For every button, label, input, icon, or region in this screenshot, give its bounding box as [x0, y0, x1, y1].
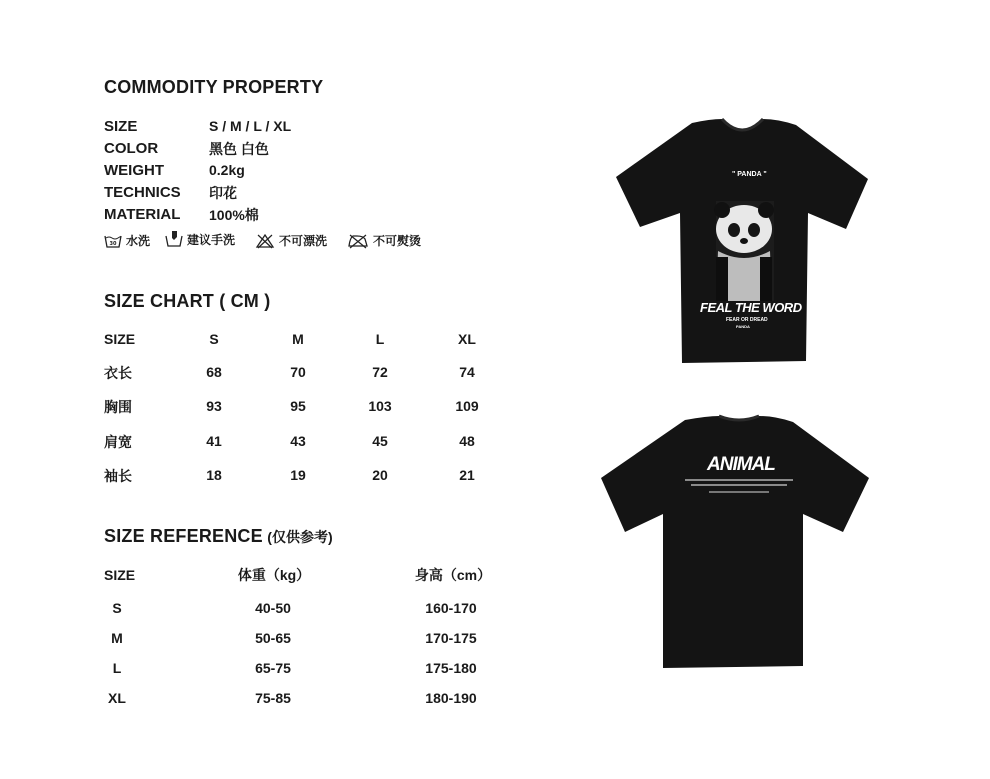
wash-tub-icon [104, 233, 122, 249]
care-label-hand-wash: 建议手洗 [187, 232, 236, 247]
size-ref-cell: 50-65 [255, 630, 291, 646]
front-tshirt-shape [610, 117, 875, 367]
size-chart-cell: 68 [206, 364, 222, 380]
size-ref-cell: XL [108, 690, 126, 706]
size-ref-cell: 175-180 [425, 660, 477, 676]
size-chart-header-s: S [209, 331, 219, 347]
prop-label-color: COLOR [104, 140, 159, 157]
size-ref-cell: 180-190 [425, 690, 477, 706]
size-chart-header-size: SIZE [104, 331, 136, 347]
size-chart-cell: 18 [206, 467, 222, 483]
size-chart-cell: 45 [372, 433, 388, 449]
size-ref-cell: L [112, 660, 122, 676]
size-ref-cell: S [112, 600, 122, 616]
commodity-title: COMMODITY PROPERTY [104, 77, 324, 97]
prop-value-weight: 0.2kg [209, 162, 245, 178]
back-tshirt-image [597, 412, 877, 672]
care-label-no-bleach: 不可漂洗 [279, 234, 328, 248]
size-ref-cell: 160-170 [425, 600, 477, 616]
front-tag-text: " PANDA " [732, 171, 767, 178]
prop-label-material: MATERIAL [104, 206, 181, 223]
size-chart-cell: 48 [459, 433, 475, 449]
size-chart-cell: 20 [372, 467, 388, 483]
size-chart-cell: 93 [206, 398, 222, 414]
prop-value-material: 100%棉 [209, 207, 259, 223]
size-chart-cell: 43 [290, 433, 306, 449]
care-wash [104, 232, 150, 249]
size-chart-cell: 21 [459, 467, 475, 483]
back-tshirt-shape [597, 412, 877, 672]
size-chart-title: SIZE CHART ( CM ) [104, 291, 271, 311]
size-ref-cell: M [111, 630, 123, 646]
size-chart-cell: 103 [368, 398, 392, 414]
size-chart-header-m: M [292, 331, 304, 347]
size-chart-cell: 72 [372, 364, 388, 380]
size-ref-cell: 40-50 [255, 600, 291, 616]
svg-text:30: 30 [109, 240, 117, 247]
prop-label-weight: WEIGHT [104, 162, 164, 179]
prop-value-technics: 印花 [209, 185, 237, 201]
size-chart-row-label: 肩宽 [104, 434, 132, 450]
size-chart-cell: 74 [459, 364, 475, 380]
prop-label-size: SIZE [104, 118, 138, 135]
size-reference-subtitle: (仅供参考) [267, 529, 333, 545]
back-headline-text: ANIMAL [707, 454, 775, 475]
size-chart-header-l: L [375, 331, 385, 347]
size-ref-cell: 65-75 [255, 660, 291, 676]
hand-wash-icon [165, 230, 183, 248]
size-chart-cell: 109 [455, 398, 479, 414]
care-label-wash: 水洗 [126, 234, 151, 248]
size-chart-header-xl: XL [458, 331, 476, 347]
prop-label-technics: TECHNICS [104, 184, 181, 201]
size-ref-header-weight: 体重（kg） [237, 567, 311, 583]
care-no-iron [347, 232, 421, 249]
panda-print [714, 201, 774, 301]
size-reference-title: SIZE REFERENCE [104, 526, 263, 546]
size-chart-row-label: 袖长 [104, 468, 132, 484]
no-bleach-icon [255, 233, 275, 249]
size-ref-header-size: SIZE [104, 567, 136, 583]
care-hand-wash [165, 230, 235, 248]
size-chart-cell: 41 [206, 433, 222, 449]
front-headline-text: FEAL THE WORD [700, 300, 802, 315]
size-chart-cell: 95 [290, 398, 306, 414]
size-ref-header-height: 身高（cm） [414, 567, 492, 583]
size-chart-cell: 19 [290, 467, 306, 483]
size-ref-cell: 75-85 [255, 690, 291, 706]
size-reference-heading [104, 526, 333, 547]
size-ref-cell: 170-175 [425, 630, 477, 646]
front-tshirt-image [610, 117, 875, 367]
size-chart-row-label: 胸围 [104, 399, 132, 415]
size-chart-row-label: 衣长 [104, 365, 132, 381]
front-sub-text-1: FEAR OR DREAD [726, 317, 768, 323]
size-chart-cell: 70 [290, 364, 306, 380]
care-label-no-iron: 不可熨烫 [373, 234, 422, 248]
care-no-bleach [255, 232, 327, 249]
no-iron-icon [347, 233, 369, 249]
prop-value-color: 黑色 白色 [209, 141, 269, 157]
prop-value-size: S / M / L / XL [209, 118, 292, 134]
front-sub-text-2: PANDA [736, 324, 750, 329]
